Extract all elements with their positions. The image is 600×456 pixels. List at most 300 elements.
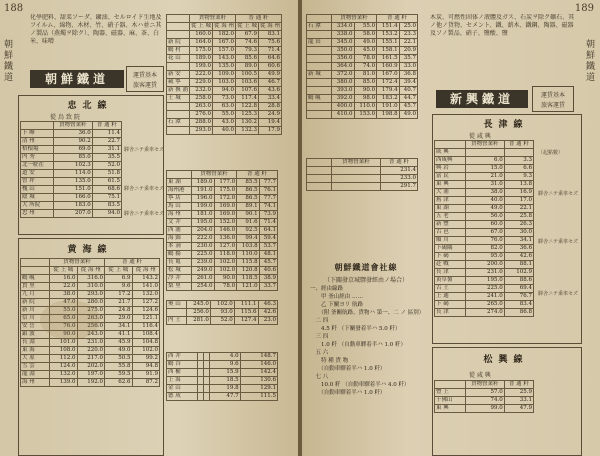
right-intro-text: 木炭、可燃性固体ノ液體及ガス、石炭ヲ除ク礦石、其ノ他ノ貨物、セメント、鐵、薪木、鐵鋼、陶器、磁器及ソノ製品、硝子、鹽酸、鹽 (430, 14, 575, 37)
station-cell: 西 權 (167, 369, 198, 377)
value-cell: 89.1 (237, 203, 260, 211)
value-cell: 49.0 (105, 347, 133, 355)
right-running-title: 朝鮮鐵道 (586, 40, 596, 83)
value-cell: 195.0 (192, 219, 215, 227)
table-row (21, 194, 122, 202)
table-row (167, 251, 278, 259)
value-cell: 75.6 (259, 39, 282, 47)
value-cell: 200.0 (466, 261, 505, 269)
table-row (167, 309, 278, 317)
info-line: 七 八 (310, 374, 329, 380)
table-row (307, 79, 418, 87)
value-cell: 33.7 (259, 283, 277, 291)
station-cell: 赴 戰 (435, 261, 466, 269)
station-cell: 千佛山 (435, 397, 466, 405)
value-cell: 153.0 (354, 111, 377, 119)
value-cell: 146.0 (214, 227, 237, 235)
value-cell: 104.8 (132, 339, 160, 347)
table-row (435, 405, 534, 413)
value-cell: 25.9 (504, 389, 533, 397)
value-cell: 19.8 (210, 385, 240, 393)
station-cell: 長 亀 (167, 259, 192, 267)
station-cell: 東 興 (435, 181, 466, 189)
station-cell: 德 成 (167, 393, 198, 401)
value-cell: 160.0 (190, 31, 213, 39)
value-cell: 132.0 (50, 371, 78, 379)
value-cell: 38.0 (466, 189, 505, 197)
value-cell: 281.0 (187, 317, 211, 325)
station-cell: 富 民 (435, 173, 466, 181)
value-cell: 192.0 (77, 379, 105, 387)
value-cell: 31.0 (466, 181, 505, 189)
value-cell: 345.0 (332, 39, 355, 47)
value-cell: 40.0 (213, 127, 236, 135)
station-cell (307, 55, 332, 63)
value-cell: 11.4 (92, 130, 121, 138)
value-cell: 88.6 (504, 277, 533, 285)
station-cell: 新 換 浦 (168, 87, 188, 93)
station-cell (307, 31, 332, 39)
value-cell: 76.0 (466, 237, 505, 245)
left-intro-text: 化學肥料、甜菜ソーダ、鑛油、セルロイド生地及フイルム、綿物、木材、竹、硝子器、木ハ並ニ其ノ製品（燕燭ヲ除ク）、陶器、磁器、麻、茶、白米、味噌 (30, 14, 162, 45)
value-cell: 59.5 (105, 371, 133, 379)
station-cell: 鶴 揚 (167, 251, 192, 259)
table-row (21, 186, 122, 194)
value-cell: 41.1 (105, 331, 133, 339)
table-row (21, 130, 122, 138)
value-cell: 82.0 (466, 245, 505, 253)
table-row (167, 235, 278, 243)
value-cell: 69.0 (54, 146, 93, 154)
tariff-label-1: 運賃基本 (132, 72, 157, 79)
value-cell: 50.5 (105, 355, 133, 363)
value-cell: 265.0 (466, 301, 505, 309)
table-row (167, 267, 278, 275)
value-cell: 64.6 (259, 55, 282, 63)
table-row (435, 261, 534, 269)
value-cell: 6.9 (105, 275, 133, 283)
value-cell: 74.0 (354, 63, 377, 71)
value-cell: 115.6 (234, 309, 258, 317)
station-cell: 石 潭 (167, 119, 190, 127)
station-cell: 信 川 (21, 315, 50, 323)
value-cell: 229.0 (190, 79, 213, 87)
value-cell: 45.7 (399, 103, 417, 111)
value-cell: 35.7 (399, 55, 417, 63)
table-row (307, 63, 418, 71)
value-cell: 143.2 (132, 275, 160, 283)
chungbuk-line-title: 忠北線 (67, 101, 113, 111)
value-cell: 142.4 (240, 369, 277, 377)
station-cell: 槐 山 (21, 186, 54, 194)
value-cell: 393.0 (332, 87, 355, 95)
value-cell: 49.9 (259, 71, 282, 79)
station-cell: 載 寧 (167, 79, 190, 87)
value-cell: 222.0 (190, 71, 213, 79)
table-row (167, 195, 278, 203)
table-row (21, 371, 160, 379)
value-cell: 90.0 (214, 275, 237, 283)
station-cell: 東 海 (21, 347, 50, 355)
value-cell: 45.0 (354, 47, 377, 55)
value-cell: 6.6 (504, 165, 533, 173)
jangjin-note-1: （起點數） (538, 150, 564, 156)
value-cell: 120.8 (237, 267, 260, 275)
table-row (21, 202, 122, 210)
value-cell: 160.9 (377, 63, 400, 71)
table-row (167, 87, 282, 95)
value-cell: 94.0 (213, 87, 236, 95)
value-cell: 47.7 (210, 393, 240, 401)
value-cell: 179.4 (377, 87, 400, 95)
table-row (167, 39, 282, 47)
value-cell: 102.0 (214, 259, 237, 267)
value-cell: 118.0 (214, 251, 237, 259)
value-cell: 61.5 (92, 178, 121, 186)
value-cell: 280.0 (77, 299, 105, 307)
value-cell: 112.0 (50, 355, 78, 363)
value-cell: 114.0 (54, 170, 93, 178)
tariff-label-2: 旅客運賃 (132, 82, 157, 89)
value-cell: 83.5 (92, 202, 121, 210)
value-cell: 99.4 (237, 235, 260, 243)
table-row (167, 71, 282, 79)
value-cell: 231.0 (466, 269, 505, 277)
value-cell: 127.4 (234, 317, 258, 325)
value-cell: 102.0 (214, 267, 237, 275)
value-cell: 22.7 (92, 138, 121, 146)
value-cell: 98.0 (354, 95, 377, 103)
value-cell: 38.9 (259, 275, 277, 283)
station-cell: 梧根場 (21, 146, 54, 154)
right-section-band: 新興鐵道 (436, 90, 528, 108)
col-normal: 普 通 粁 (92, 122, 121, 130)
value-cell: 43.6 (259, 87, 282, 95)
table-row (307, 39, 418, 47)
info-line: 一、經由線路 (310, 286, 344, 292)
value-cell: 274.0 (466, 309, 505, 317)
info-title: 朝鮮鐵道會社線 (334, 262, 398, 272)
info-line: （自動車驛着半ハ 1.0 粁） (310, 390, 386, 396)
value-cell: 122.8 (236, 103, 259, 111)
value-cell: 161.5 (377, 55, 400, 63)
hwanghae-line-title: 黄海線 (67, 245, 113, 255)
station-cell: 海 錦 (167, 235, 192, 243)
table-row (167, 353, 278, 361)
table-row (167, 211, 278, 219)
value-cell: 62.6 (105, 379, 133, 387)
value-cell: 22.0 (50, 283, 78, 291)
value-cell: 17.0 (504, 197, 533, 205)
value-cell: 6.0 (466, 157, 505, 165)
value-cell: 76.1 (259, 187, 277, 195)
station-cell: 海 州 (167, 211, 192, 219)
table-row (167, 243, 278, 251)
info-line: 五 六 (310, 350, 329, 356)
station-cell: 新 安 (167, 71, 190, 79)
table-row (435, 269, 534, 277)
station-cell: 金 山 (167, 385, 198, 393)
value-cell: 3.3 (504, 157, 533, 165)
station-cell: 大 原 (21, 355, 50, 363)
table-row (167, 275, 278, 283)
value-cell: 225.0 (192, 251, 215, 259)
station-cell: 冷 井 (167, 275, 192, 283)
table-row (167, 179, 278, 187)
table-row (435, 229, 534, 237)
value-cell: 103.0 (213, 79, 236, 87)
table-row (167, 393, 278, 401)
table-row (435, 173, 534, 181)
value-cell: 356.0 (332, 55, 355, 63)
value-cell: 410.0 (332, 111, 355, 119)
info-subtitle: （下關發京城驛發經由ノ場合） (323, 277, 408, 284)
value-cell: 83.1 (259, 31, 282, 39)
value-cell: 38.0 (50, 291, 78, 299)
value-cell: 71.4 (259, 47, 282, 55)
value-cell: 152.0 (214, 219, 237, 227)
station-cell: 西 井 (167, 353, 198, 361)
station-cell: 西 浦 (167, 227, 192, 235)
value-cell: 24.9 (259, 111, 282, 119)
value-cell: 103.6 (236, 79, 259, 87)
value-cell: 68.6 (92, 186, 121, 194)
value-cell: 276.0 (190, 111, 213, 119)
value-cell: 230.0 (192, 243, 215, 251)
table-row (167, 119, 282, 127)
value-cell: 16.0 (50, 275, 78, 283)
station-cell (167, 127, 190, 135)
value-cell: 95.0 (466, 253, 505, 261)
table-row (435, 389, 534, 397)
station-cell: 順 川 (435, 237, 466, 245)
station-cell: 西咸興 (435, 157, 466, 165)
table-row (435, 221, 534, 229)
value-cell: 107.6 (236, 87, 259, 95)
value-cell: 175.0 (214, 187, 237, 195)
left-page-number: 188 (4, 3, 24, 14)
value-cell: 76.0 (50, 323, 78, 331)
table-row (21, 347, 160, 355)
value-cell: 127.0 (214, 243, 237, 251)
value-cell: 42.6 (258, 309, 277, 317)
value-cell: 67.9 (236, 31, 259, 39)
right-page-number: 189 (574, 3, 594, 14)
mid-table-1: 貨物營業粁 普 通 粁 從 上 城 從 海 州 從 上 城 從 海 州 160.0 182.0 67.9 83.1 新 院 164.0 167.0 74.6 75.6 鶴 村 175.0 157.0 79.3 71.4 花 山 189.0 143.0 85.6 64.6 199.0 135.0 89.0 60.6 新 安 222.0 109.0 100.5 49.9 載 寧 229.0 103.0 103.6 46.7 新 換 浦 232.0 94.0 107.6 43.6 土 城 258.0 73.0 117.4 33.4 263.0 63.0 122.8 28.8 276.0 55.0 125.3 24.9 石 潭 288.0 43.0 130.2 19.4 293.0 40.0 132.3 17.9 (168, 15, 280, 133)
value-cell: 177.0 (214, 179, 237, 187)
value-cell: 316.0 (77, 275, 105, 283)
station-cell: 石 潭 (307, 23, 332, 31)
value-cell: 74.0 (466, 397, 505, 405)
station-cell: 黄草嶺 (435, 277, 466, 285)
value-cell: 338.0 (332, 31, 355, 39)
value-cell: 124.6 (132, 307, 160, 315)
value-cell: 164.0 (190, 39, 213, 47)
value-cell: 74.1 (259, 203, 277, 211)
value-cell: 90.0 (354, 87, 377, 95)
value-cell: 55.0 (354, 23, 377, 31)
station-cell (167, 111, 190, 119)
value-cell: 30.0 (504, 229, 533, 237)
value-cell: 175.0 (190, 47, 213, 55)
station-cell (167, 103, 190, 111)
station-cell: 内 秀 (21, 154, 54, 162)
table-row (307, 111, 418, 119)
value-cell: 202.0 (77, 363, 105, 371)
table-row (21, 178, 122, 186)
value-cell: 47.9 (504, 405, 533, 413)
value-cell: 135.0 (54, 178, 93, 186)
table-row (435, 285, 534, 293)
value-cell: 42.6 (504, 253, 533, 261)
jangjin-table: 貨物營業粁 普 通 粁 咸 興 西咸興 6.0 3.3 興 岩 15.0 6.6 富 民 21.0 9.3 東 興 31.0 13.8 大 浦 38.0 16.9 舊 津 40.0 17.0 東 湖 49.0 22.1 五 老 56.0 25.8 新 豐 60.0 26.3 古 邑 67.0 30.0 順 川 76.0 34.1 下碣隅 82.0 36.6 下 碣 95.0 42.6 赴 戰 200.0 88.1 長 津 231.0 102.9 黄草嶺 195.0 88.6 古 土 225.0 69.4 上 通 241.0 76.7 下 碣 265.0 83.4 長 津 274.0 86.8 (436, 141, 532, 315)
info-line: 10.0 粁 （自動車驛着半ハ 4.0 粁） (310, 382, 410, 388)
value-cell: 263.0 (77, 315, 105, 323)
station-cell: 豐 上 (435, 389, 466, 397)
table-row (435, 213, 534, 221)
value-cell: 392.0 (332, 95, 355, 103)
value-cell: 43.0 (213, 119, 236, 127)
value-cell: 100.5 (236, 71, 259, 79)
station-cell: 長 津 (435, 269, 466, 277)
value-cell: 334.0 (332, 23, 355, 31)
table-row (167, 103, 282, 111)
value-cell: 53.7 (259, 243, 277, 251)
value-cell: 102.9 (504, 269, 533, 277)
value-cell: 46.7 (259, 79, 282, 87)
table-row (435, 157, 534, 165)
value-cell: 92.5 (237, 227, 260, 235)
value-cell: 153.2 (377, 31, 400, 39)
value-cell: 372.0 (332, 71, 355, 79)
station-cell: 新 豐 (435, 221, 466, 229)
value-cell: 49.0 (399, 111, 417, 119)
value-cell: 55.8 (105, 363, 133, 371)
station-cell: 曾 坪 (21, 178, 54, 186)
value-cell: 34.1 (504, 237, 533, 245)
station-cell: 雪 雲 (21, 363, 50, 371)
value-cell: 132.0 (132, 291, 160, 299)
table-row (21, 339, 160, 347)
table-row (167, 219, 278, 227)
value-cell: 182.0 (213, 31, 236, 39)
value-cell: 243.0 (77, 331, 105, 339)
table-row (167, 283, 278, 291)
station-cell: 花 山 (167, 55, 190, 63)
value-cell: 78.0 (354, 55, 377, 63)
value-cell: 239.0 (192, 259, 215, 267)
table-row (307, 87, 418, 95)
station-cell: 大 所院 (21, 202, 54, 210)
value-cell: 108.4 (132, 331, 160, 339)
jangjin-line-title: 長津線 (483, 120, 529, 130)
songheung-line-subtitle: 從 咸 興 (469, 372, 491, 379)
col-freight: 貨物營業粁 (54, 122, 93, 130)
value-cell: 21.7 (105, 299, 133, 307)
value-cell: 33.4 (259, 95, 282, 103)
table-row (21, 355, 160, 363)
value-cell: 108.0 (50, 347, 78, 355)
table-row (435, 277, 534, 285)
value-cell: 17.2 (105, 291, 133, 299)
value-cell: 74.6 (236, 39, 259, 47)
table-row (21, 275, 160, 283)
table-row (167, 187, 278, 195)
value-cell: 167.0 (213, 39, 236, 47)
value-cell: 15.0 (466, 165, 505, 173)
station-cell (307, 79, 332, 87)
value-cell: 195.0 (466, 277, 505, 285)
station-cell: 貫 里 (21, 283, 50, 291)
value-cell: 76.7 (504, 293, 533, 301)
value-cell: 16.9 (504, 189, 533, 197)
station-cell: 新 川 (21, 307, 50, 315)
value-cell: 191.0 (377, 103, 400, 111)
value-cell: 28.8 (259, 103, 282, 111)
station-cell: 銀 波 (21, 331, 50, 339)
table-row (167, 31, 282, 39)
value-cell: 189.0 (190, 55, 213, 63)
station-cell: 海州港 (167, 187, 192, 195)
value-cell: 55.0 (213, 111, 236, 119)
station-cell: 陰 城 (21, 194, 54, 202)
station-cell: 道 安 (21, 170, 54, 178)
value-cell: 19.4 (259, 119, 282, 127)
value-cell: 91.9 (132, 371, 160, 379)
station-cell: 咸 興 (435, 149, 466, 157)
value-cell: 245.0 (187, 301, 211, 309)
mid-table-2: 貨物營業粁 普 通 粁 東 湖 189.0 177.0 85.5 77.7 海州港 191.0 175.0 86.5 76.1 寧 店 196.0 172.0 86.5 77.7 馬 山 199.0 169.0 89.1 74.1 海 州 181.0 169.0 90.1 73.9 文 井 195.0 152.0 91.6 71.4 西 浦 204.0 146.0 92.5 64.1 海 錦 222.0 136.0 99.4 59.4 本 洞 230.0 127.0 103.8 53.7 鶴 揚 225.0 118.0 110.0 48.1 長 亀 239.0 102.0 115.8 45.7 松 城 249.0 102.0 120.8 40.6 冷 井 261.0 90.0 118.5 38.9 梨 里 254.0 78.0 121.0 33.7 (168, 171, 276, 289)
table-row (435, 181, 534, 189)
value-cell: 22.1 (504, 205, 533, 213)
value-cell: 77.7 (259, 195, 277, 203)
station-cell: 舊 津 (435, 197, 466, 205)
value-cell: 151.4 (377, 23, 400, 31)
value-cell: 33.0 (399, 63, 417, 71)
value-cell: 40.0 (466, 197, 505, 205)
table-row (167, 55, 282, 63)
table-row (167, 301, 278, 309)
value-cell: 52.0 (92, 162, 121, 170)
table-row (21, 363, 160, 371)
table-row (435, 293, 534, 301)
value-cell: 33.1 (504, 397, 533, 405)
value-cell: 44.7 (399, 95, 417, 103)
value-cell: 102.3 (54, 162, 93, 170)
value-cell: 64.1 (259, 227, 277, 235)
value-cell: 222.0 (192, 235, 215, 243)
value-cell: 102.0 (132, 347, 160, 355)
value-cell: 26.3 (504, 221, 533, 229)
value-cell: 111.5 (240, 393, 277, 401)
value-cell: 191.0 (192, 187, 215, 195)
value-cell: 15.9 (210, 369, 240, 377)
left-page (0, 0, 298, 456)
table-row (21, 170, 122, 178)
value-cell: 55.0 (50, 307, 78, 315)
value-cell: 121.1 (132, 315, 160, 323)
mid-table-4 (166, 352, 278, 401)
value-cell: 63.0 (213, 103, 236, 111)
table-row (167, 127, 282, 135)
station-cell: 松 城 (167, 267, 192, 275)
value-cell: 60.6 (259, 63, 282, 71)
table-row (435, 149, 534, 157)
station-cell: 大 浦 (435, 189, 466, 197)
station-cell: 梨 里 (167, 283, 192, 291)
value-cell: 90.0 (50, 331, 78, 339)
table-row (21, 291, 160, 299)
